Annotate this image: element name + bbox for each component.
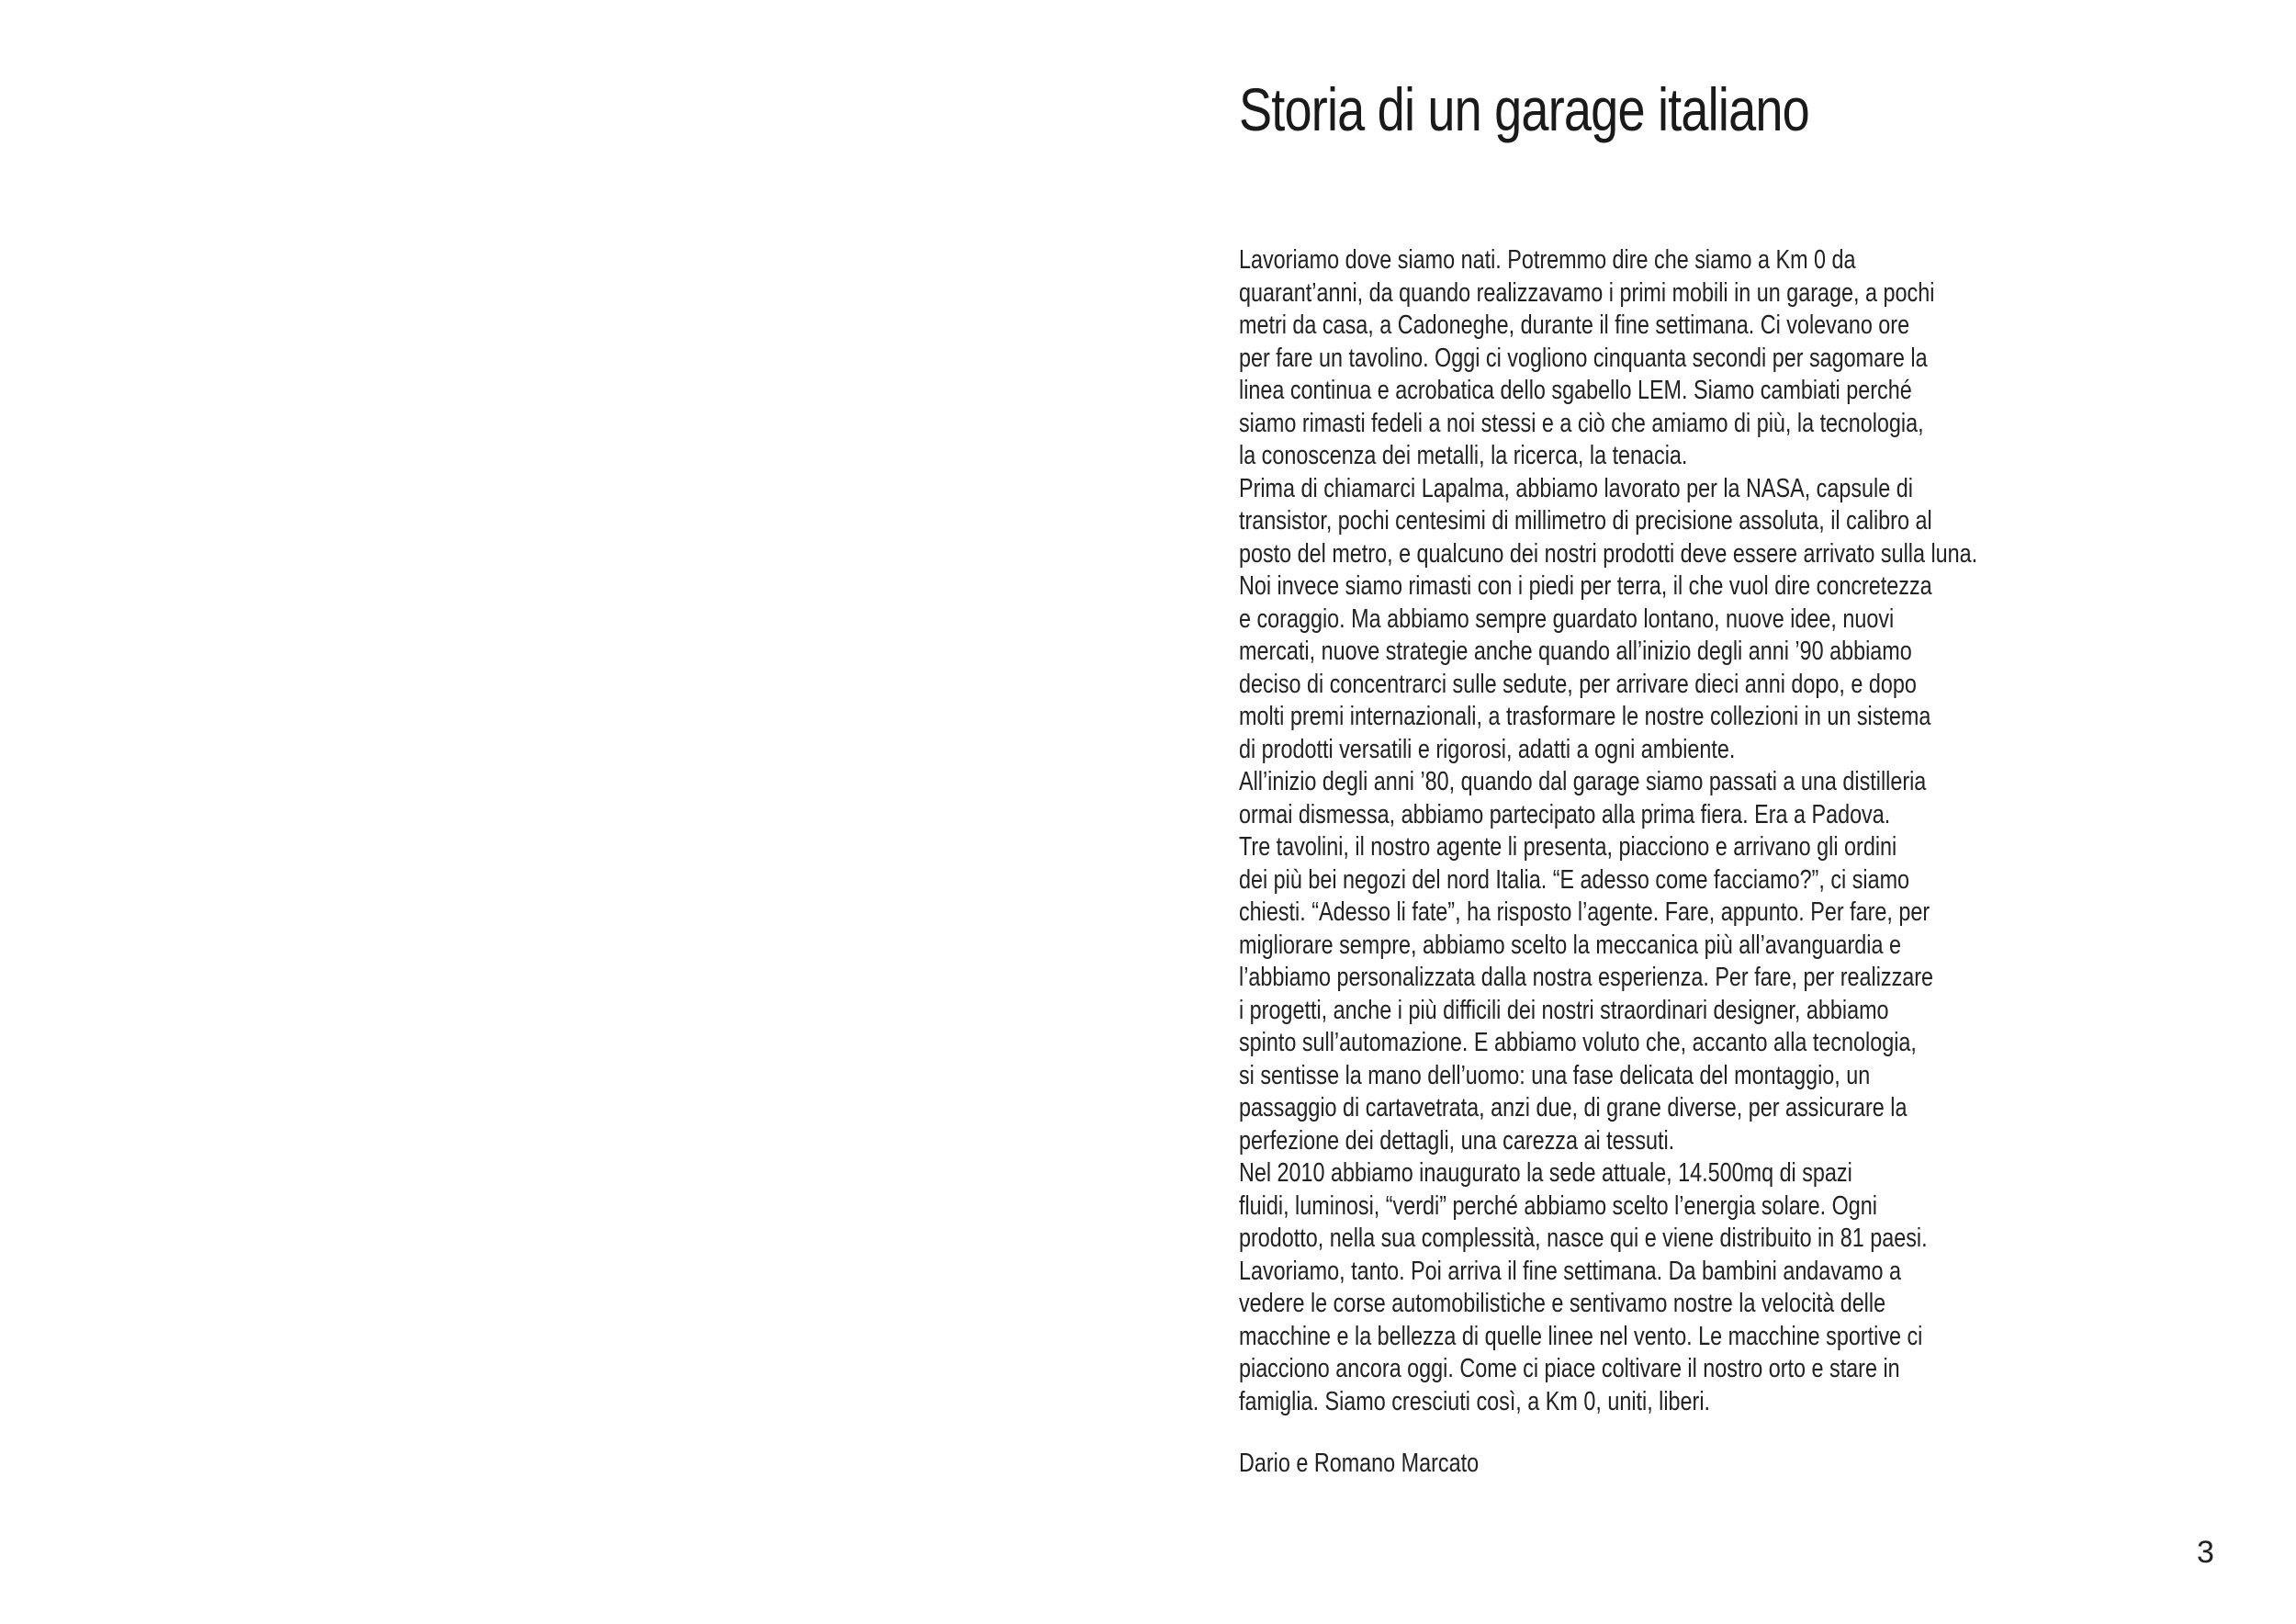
page-title: Storia di un garage italiano <box>1239 75 1809 143</box>
text-line: deciso di concentrarci sulle sedute, per arrivare dieci anni dopo, e dopo <box>1239 669 1917 699</box>
text-line: chiesti. “Adesso li fate”, ha risposto l’agente. Fare, appunto. Per fare, per <box>1239 897 1930 927</box>
text-line: la conoscenza dei metalli, la ricerca, la tenacia. <box>1239 441 1688 470</box>
text-line: posto del metro, e qualcuno dei nostri prodotti deve essere arrivato sulla luna. <box>1239 538 1978 569</box>
text-line: vedere le corse automobilistiche e sentivamo nostre la velocità delle <box>1239 1289 1886 1318</box>
text-line: Prima di chiamarci Lapalma, abbiamo lavorato per la NASA, capsule di <box>1239 473 1913 503</box>
text-line: perfezione dei dettagli, una carezza ai tessuti. <box>1239 1125 1675 1156</box>
text-line: fluidi, luminosi, “verdi” perché abbiamo scelto l’energia solare. Ogni <box>1239 1190 1877 1221</box>
text-line: Noi invece siamo rimasti con i piedi per terra, il che vuol dire concretezza <box>1239 571 1932 601</box>
text-line: quarant’anni, da quando realizzavamo i primi mobili in un garage, a pochi <box>1239 277 1935 308</box>
text-line: dei più bei negozi del nord Italia. “E adesso come facciamo?”, ci siamo <box>1239 864 1910 895</box>
text-line: ormai dismessa, abbiamo partecipato alla prima fiera. Era a Padova. <box>1239 799 1891 829</box>
signature: Dario e Romano Marcato <box>1239 1449 1480 1478</box>
text-line: piacciono ancora oggi. Come ci piace coltivare il nostro orto e stare in <box>1239 1354 1900 1383</box>
text-line: i progetti, anche i più difficili dei nostri straordinari designer, abbiamo <box>1239 995 1889 1025</box>
text-line: Nel 2010 abbiamo inaugurato la sede attuale, 14.500mq di spazi <box>1239 1158 1852 1188</box>
text-line: spinto sull’automazione. E abbiamo voluto che, accanto alla tecnologia, <box>1239 1028 1917 1057</box>
text-line: mercati, nuove strategie anche quando all’inizio degli anni ’90 abbiamo <box>1239 637 1912 666</box>
text-line: e coraggio. Ma abbiamo sempre guardato lontano, nuove idee, nuovi <box>1239 603 1895 634</box>
text-line: per fare un tavolino. Oggi ci vogliono cinquanta secondi per sagomare la <box>1239 343 1928 373</box>
text-line: di prodotti versatili e rigorosi, adatti a ogni ambiente. <box>1239 734 1736 764</box>
text-line: famiglia. Siamo cresciuti così, a Km 0, uniti, liberi. <box>1239 1386 1711 1416</box>
text-line: si sentisse la mano dell’uomo: una fase delicata del montaggio, un <box>1239 1060 1871 1090</box>
text-line: linea continua e acrobatica dello sgabello LEM. Siamo cambiati perché <box>1239 376 1912 405</box>
text-line: prodotto, nella sua complessità, nasce qui e viene distribuito in 81 paesi. <box>1239 1224 1928 1253</box>
text-line: macchine e la bellezza di quelle linee nel vento. Le macchine sportive ci <box>1239 1321 1923 1351</box>
text-line: passaggio di cartavetrata, anzi due, di grane diverse, per assicurare la <box>1239 1093 1908 1122</box>
text-line: metri da casa, a Cadoneghe, durante il fine settimana. Ci volevano ore <box>1239 310 1910 340</box>
text-line: l’abbiamo personalizzata dalla nostra esperienza. Per fare, per realizzare <box>1239 963 1934 992</box>
page-number: 3 <box>2197 1535 2214 1570</box>
body-text <box>1239 244 1978 1418</box>
text-line: molti premi internazionali, a trasformare le nostre collezioni in un sistema <box>1239 702 1931 731</box>
text-line: Lavoriamo, tanto. Poi arriva il fine settimana. Da bambini andavamo a <box>1239 1256 1901 1286</box>
text-line: transistor, pochi centesimi di millimetro di precisione assoluta, il calibro al <box>1239 506 1932 536</box>
text-line: migliorare sempre, abbiamo scelto la meccanica più all’avanguardia e <box>1239 930 1901 960</box>
text-line: All’inizio degli anni ’80, quando dal garage siamo passati a una distilleria <box>1239 767 1927 796</box>
text-line: Lavoriamo dove siamo nati. Potremmo dire che siamo a Km 0 da <box>1239 245 1856 275</box>
text-line: siamo rimasti fedeli a noi stessi e a ciò che amiamo di più, la tecnologia, <box>1239 408 1924 438</box>
text-line: Tre tavolini, il nostro agente li presenta, piacciono e arrivano gli ordini <box>1239 832 1897 862</box>
